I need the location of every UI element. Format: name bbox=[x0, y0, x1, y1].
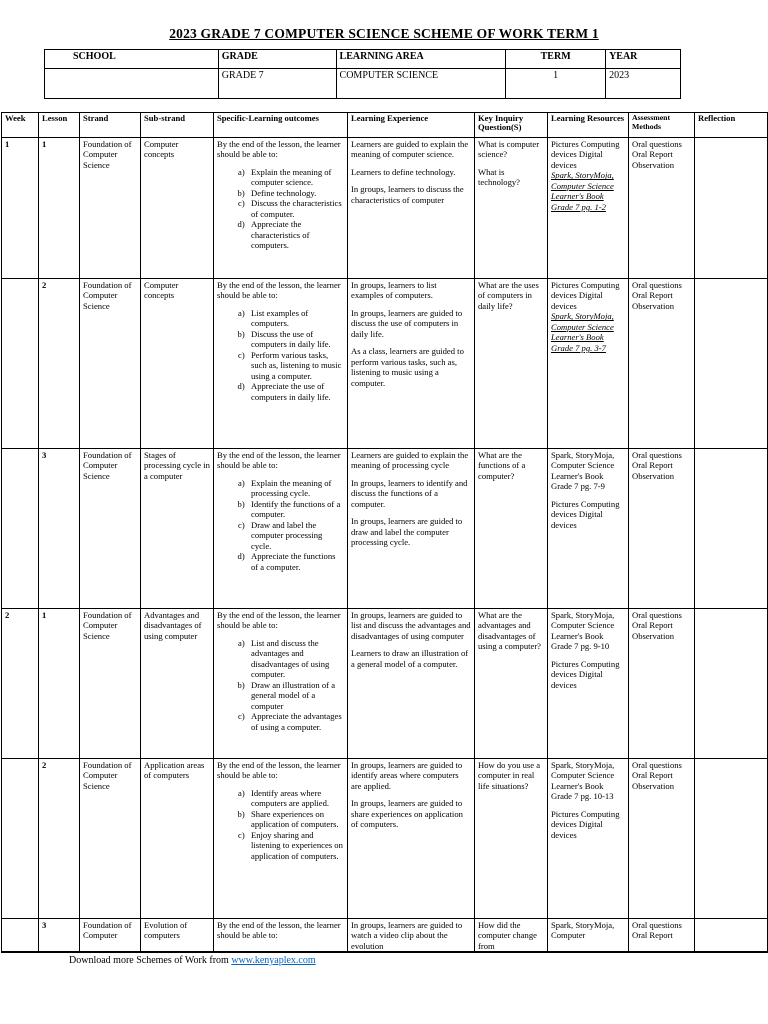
experience-cell: In groups, learners are guided to watch a video clip about the evolution bbox=[348, 919, 475, 953]
resources-cell bbox=[548, 279, 629, 449]
experience-cell bbox=[348, 138, 475, 279]
strand-cell: Foundation of Computer bbox=[80, 919, 141, 953]
resources-cell bbox=[548, 609, 629, 759]
week-cell bbox=[2, 919, 39, 953]
outcome-item: d. Appreciate the characteristics of computers. bbox=[249, 219, 344, 250]
lesson-cell: 3 bbox=[39, 449, 80, 609]
experience-cell bbox=[348, 279, 475, 449]
inquiry-item: What is technology? bbox=[478, 166, 520, 188]
experience-item: In groups, learners are guided to discuss the use of computers in daily life. bbox=[351, 307, 463, 339]
substrand-cell: Evolution of computers bbox=[141, 919, 214, 953]
experience-item: Learners to draw an illustration of a general model of a computer. bbox=[351, 648, 469, 669]
footer bbox=[69, 955, 316, 966]
substrand-cell: Computer concepts bbox=[141, 138, 214, 279]
experience-cell bbox=[348, 759, 475, 919]
week-cell: 2 bbox=[2, 609, 39, 759]
outcomes-intro: By the end of the lesson, the learner should be able to: bbox=[217, 760, 341, 781]
substrand-cell: Stages of processing cycle in a computer bbox=[141, 449, 214, 609]
column-header: Assessment Methods bbox=[629, 113, 695, 138]
header-label-learning-area: LEARNING AREA bbox=[336, 50, 506, 69]
resources-primary: Pictures Computing devices Digital devices bbox=[551, 280, 620, 311]
lesson-cell: 2 bbox=[39, 279, 80, 449]
inquiry-item: What are the advantages and disadvantages of using a computer? bbox=[478, 610, 542, 652]
outcome-item: b. Discuss the use of computers in daily life. bbox=[249, 329, 344, 350]
outcomes-cell bbox=[214, 449, 348, 609]
outcome-item: b. Identify the functions of a computer. bbox=[249, 499, 344, 520]
assessment-cell: Oral questions Oral Report bbox=[629, 919, 695, 953]
header-label-school: SCHOOL bbox=[45, 50, 219, 69]
outcome-item: a. List examples of computers. bbox=[249, 308, 344, 329]
assessment-cell: Oral questions Oral Report Observation bbox=[629, 759, 695, 919]
header-value-grade: GRADE 7 bbox=[218, 69, 336, 99]
header-value-term: 1 bbox=[506, 69, 606, 99]
substrand-cell: Application areas of computers bbox=[141, 759, 214, 919]
outcome-item: a. Explain the meaning of computer science. bbox=[249, 167, 344, 188]
experience-item: In groups, learners to discuss the characteristics of computer bbox=[351, 184, 464, 205]
resources-primary: Pictures Computing devices Digital devices bbox=[551, 139, 620, 170]
resources-primary: Pictures Computing devices Digital devices bbox=[551, 658, 620, 690]
table-row bbox=[2, 449, 768, 609]
outcome-item: d. Appreciate the functions of a computer. bbox=[249, 551, 344, 572]
table-row bbox=[2, 609, 768, 759]
footer-text: Download more Schemes of Work from bbox=[69, 955, 232, 966]
inquiry-cell bbox=[475, 609, 548, 759]
column-header: Strand bbox=[80, 113, 141, 138]
resources-book: Spark, StoryMoja, Computer Science Learner's Book Grade 7 pg. 9-10 bbox=[551, 610, 615, 652]
outcomes-intro: By the end of the lesson, the learner should be able to: bbox=[217, 280, 341, 301]
column-header: Learning Resources bbox=[548, 113, 629, 138]
experience-item: In groups, learners are guided to draw and label the computer processing cycle. bbox=[351, 516, 463, 548]
header-label-term: TERM bbox=[506, 50, 606, 69]
column-header: Specific-Learning outcomes bbox=[214, 113, 348, 138]
footer-link[interactable]: www.kenyaplex.com bbox=[231, 955, 316, 966]
table-row bbox=[2, 279, 768, 449]
resources-book: Spark, StoryMoja, Computer Science Learner's Book Grade 7 pg. 10-13 bbox=[551, 760, 615, 802]
outcome-item: a. List and discuss the advantages and disadvantages of using computer. bbox=[249, 638, 344, 680]
resources-cell bbox=[548, 449, 629, 609]
resources-cell: Spark, StoryMoja, Computer bbox=[548, 919, 629, 953]
experience-item: Learners to define technology. bbox=[351, 166, 456, 177]
header-value-learning-area: COMPUTER SCIENCE bbox=[336, 69, 506, 99]
reflection-cell bbox=[695, 609, 768, 759]
outcomes-cell bbox=[214, 919, 348, 953]
inquiry-cell bbox=[475, 449, 548, 609]
week-cell: 1 bbox=[2, 138, 39, 279]
outcome-item: a. Identify areas where computers are applied. bbox=[249, 788, 344, 809]
experience-item: Learners are guided to explain the meaning of processing cycle bbox=[351, 450, 469, 471]
week-cell bbox=[2, 759, 39, 919]
week-cell bbox=[2, 279, 39, 449]
outcome-item: b. Define technology. bbox=[249, 188, 344, 198]
experience-item: Learners are guided to explain the meaning of computer science. bbox=[351, 139, 469, 160]
resources-cell bbox=[548, 759, 629, 919]
substrand-cell: Computer concepts bbox=[141, 279, 214, 449]
column-header: Reflection bbox=[695, 113, 768, 138]
table-bottom-border bbox=[1, 951, 767, 952]
outcome-item: c. Perform various tasks, such as, listening to music using a computer. bbox=[249, 350, 344, 381]
header-label-grade: GRADE bbox=[218, 50, 336, 69]
resources-primary: Pictures Computing devices Digital devices bbox=[551, 808, 620, 840]
header-label-year: YEAR bbox=[606, 50, 681, 69]
strand-cell: Foundation of Computer Science bbox=[80, 759, 141, 919]
strand-cell: Foundation of Computer Science bbox=[80, 449, 141, 609]
experience-item: In groups, learners are guided to share experiences on application of computers. bbox=[351, 798, 463, 830]
assessment-cell: Oral questions Oral Report Observation bbox=[629, 138, 695, 279]
strand-cell: Foundation of Computer Science bbox=[80, 609, 141, 759]
outcomes-intro: By the end of the lesson, the learner should be able to: bbox=[217, 139, 341, 160]
outcomes-intro: By the end of the lesson, the learner should be able to: bbox=[217, 610, 341, 631]
table-row bbox=[2, 759, 768, 919]
outcome-item: c. Discuss the characteristics of computer. bbox=[249, 198, 344, 219]
inquiry-cell: How did the computer change from bbox=[475, 919, 548, 953]
table-row bbox=[2, 919, 768, 953]
outcomes-intro: By the end of the lesson, the learner should be able to: bbox=[217, 920, 341, 941]
strand-cell: Foundation of Computer Science bbox=[80, 138, 141, 279]
table-row bbox=[2, 138, 768, 279]
outcomes-intro: By the end of the lesson, the learner should be able to: bbox=[217, 450, 341, 471]
reflection-cell bbox=[695, 449, 768, 609]
column-header: Learning Experience bbox=[348, 113, 475, 138]
outcomes-cell bbox=[214, 279, 348, 449]
resources-cell bbox=[548, 138, 629, 279]
experience-item: As a class, learners are guided to perform various tasks, such as, listening to music using a computer. bbox=[351, 346, 464, 388]
outcome-item: a. Explain the meaning of processing cycle. bbox=[249, 478, 344, 499]
resources-primary: Pictures Computing devices Digital devices bbox=[551, 498, 620, 530]
outcome-item: c. Enjoy sharing and listening to experiences on application of computers. bbox=[249, 830, 344, 861]
header-value-year: 2023 bbox=[606, 69, 681, 99]
resources-book: Spark, StoryMoja, Computer Science Learner's Book Grade 7 pg. 1-2 bbox=[551, 170, 614, 212]
outcome-item: c. Appreciate the advantages of using a computer. bbox=[249, 711, 344, 732]
substrand-cell: Advantages and disadvantages of using computer bbox=[141, 609, 214, 759]
reflection-cell bbox=[695, 279, 768, 449]
column-header: Sub-strand bbox=[141, 113, 214, 138]
assessment-cell: Oral questions Oral Report Observation bbox=[629, 609, 695, 759]
inquiry-cell bbox=[475, 279, 548, 449]
strand-cell: Foundation of Computer Science bbox=[80, 279, 141, 449]
experience-cell bbox=[348, 609, 475, 759]
inquiry-item: What is computer science? bbox=[478, 139, 540, 160]
outcomes-cell bbox=[214, 759, 348, 919]
reflection-cell bbox=[695, 138, 768, 279]
lesson-cell: 2 bbox=[39, 759, 80, 919]
lesson-cell: 1 bbox=[39, 609, 80, 759]
experience-item: In groups, learners to list examples of computers. bbox=[351, 280, 437, 301]
column-header: Week bbox=[2, 113, 39, 138]
outcome-item: b. Share experiences on application of computers. bbox=[249, 809, 344, 830]
experience-item: In groups, learners are guided to list and discuss the advantages and disadvantages of using computer bbox=[351, 610, 471, 641]
scheme-of-work-table bbox=[1, 112, 768, 953]
outcomes-cell bbox=[214, 609, 348, 759]
resources-book: Spark, StoryMoja, Computer Science Learner's Book Grade 7 pg. 7-9 bbox=[551, 450, 615, 492]
column-header: Lesson bbox=[39, 113, 80, 138]
experience-item: In groups, learners to identify and discuss the functions of a computer. bbox=[351, 477, 468, 509]
reflection-cell bbox=[695, 759, 768, 919]
inquiry-cell bbox=[475, 138, 548, 279]
outcome-item: b. Draw an illustration of a general model of a computer bbox=[249, 680, 344, 711]
outcome-item: c. Draw and label the computer processing cycle. bbox=[249, 520, 344, 551]
assessment-cell: Oral questions Oral Report Observation bbox=[629, 449, 695, 609]
lesson-cell: 3 bbox=[39, 919, 80, 953]
assessment-cell: Oral questions Oral Report Observation bbox=[629, 279, 695, 449]
experience-cell bbox=[348, 449, 475, 609]
outcome-item: d. Appreciate the use of computers in daily life. bbox=[249, 381, 344, 402]
reflection-cell bbox=[695, 919, 768, 953]
lesson-cell: 1 bbox=[39, 138, 80, 279]
inquiry-item: How do you use a computer in real life situations? bbox=[478, 760, 541, 791]
document-title: 2023 GRADE 7 COMPUTER SCIENCE SCHEME OF WORK TERM 1 bbox=[169, 26, 599, 41]
outcomes-cell bbox=[214, 138, 348, 279]
column-header-row bbox=[2, 113, 768, 138]
experience-item: In groups, learners are guided to identify areas where computers are applied. bbox=[351, 760, 463, 791]
column-header: Key Inquiry Question(S) bbox=[475, 113, 548, 138]
resources-book: Spark, StoryMoja, Computer Science Learner's Book Grade 7 pg. 3-7 bbox=[551, 311, 614, 353]
week-cell bbox=[2, 449, 39, 609]
inquiry-item: What are the uses of computers in daily life? bbox=[478, 280, 539, 311]
inquiry-cell bbox=[475, 759, 548, 919]
inquiry-item: What are the functions of a computer? bbox=[478, 450, 526, 481]
